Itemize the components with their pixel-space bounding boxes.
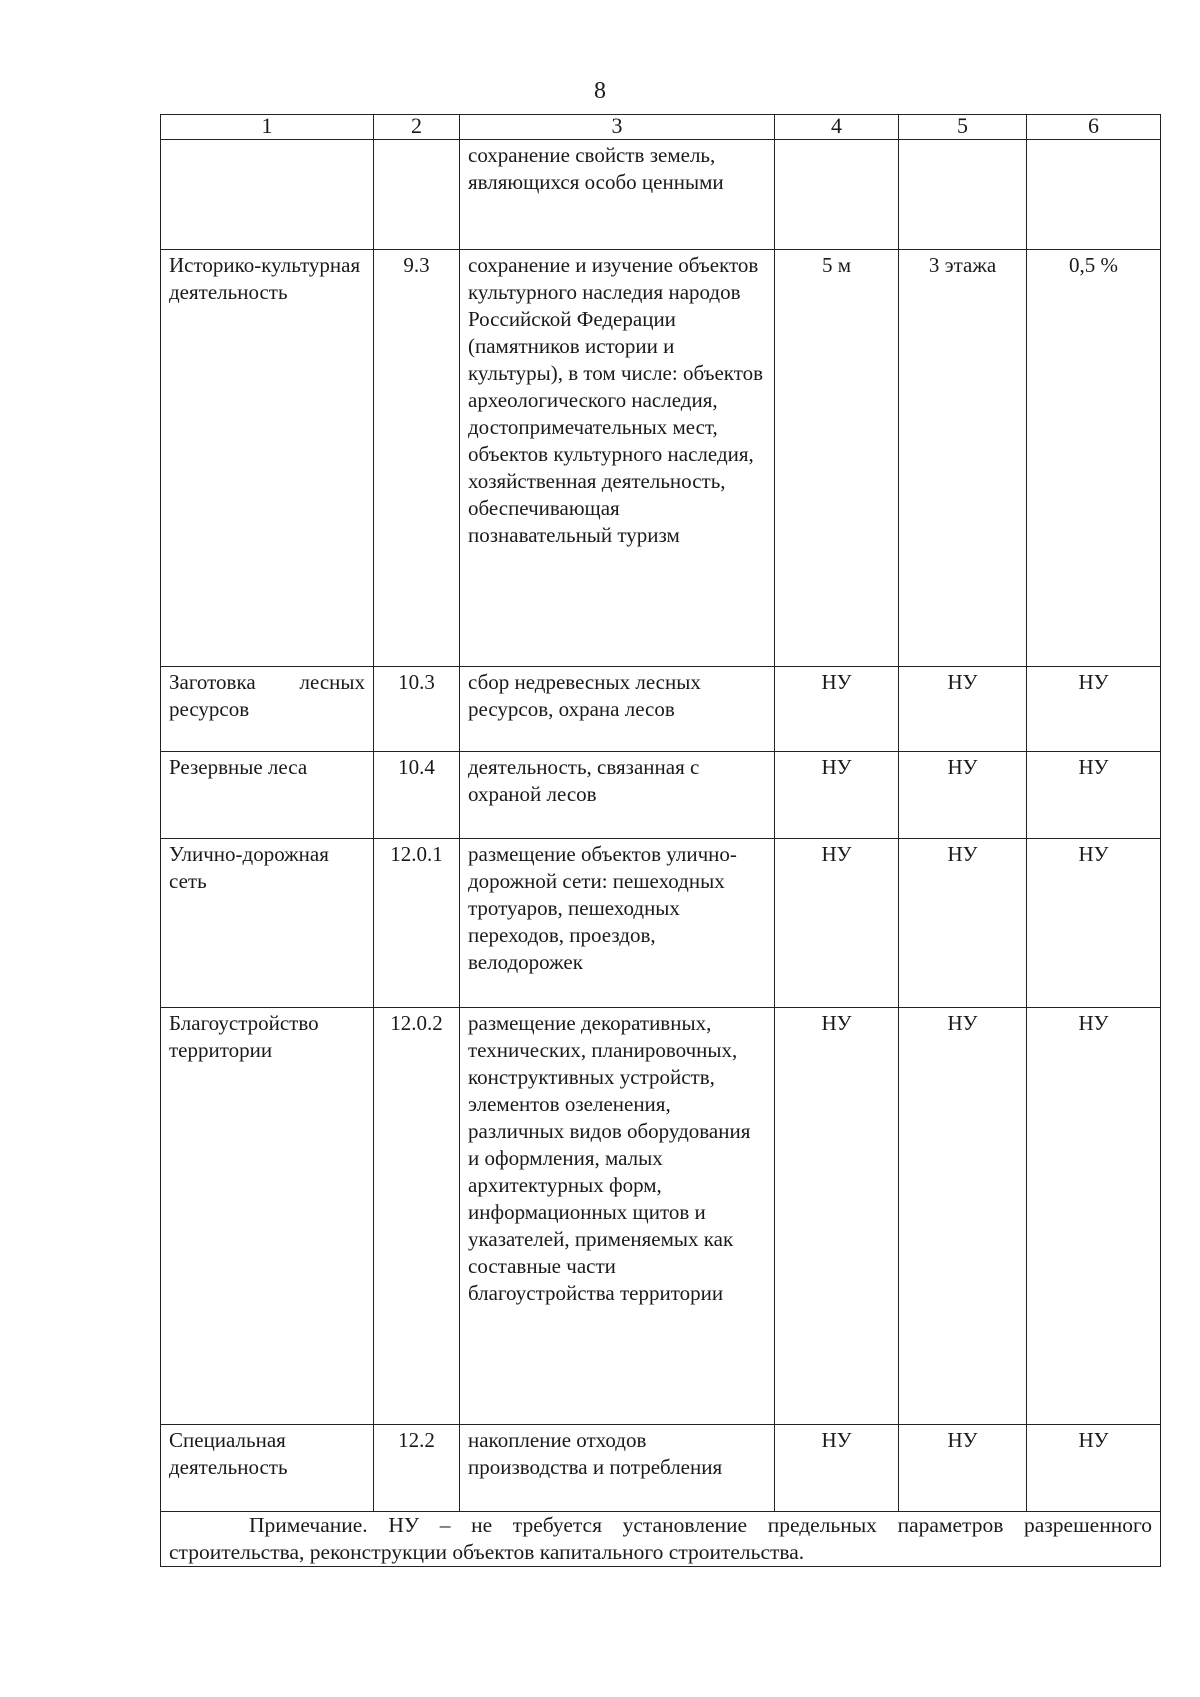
param-col-5: НУ <box>899 752 1027 839</box>
param-col-5: НУ <box>899 667 1027 752</box>
param-col-6: 0,5 % <box>1027 250 1161 667</box>
land-use-description: сбор недревесных лесных ресурсов, охрана лесов <box>460 667 775 752</box>
param-col-4: 5 м <box>775 250 899 667</box>
param-col-5: 3 этажа <box>899 250 1027 667</box>
table-note-row <box>161 1512 1161 1567</box>
regulations-table <box>160 114 1161 1567</box>
param-col-4: НУ <box>775 1008 899 1425</box>
header-col-5: 5 <box>899 115 1027 140</box>
land-use-description: деятельность, связанная с охраной лесов <box>460 752 775 839</box>
table-row <box>161 140 1161 250</box>
land-use-description: накопление отходов производства и потребления <box>460 1425 775 1512</box>
land-use-code: 12.0.1 <box>374 839 460 1008</box>
land-use-description: размещение декоративных, технических, планировочных, конструктивных устройств, элементов озеленения, различных видов оборудования и оформления, малых архитектурных форм, информационных щитов и указателей, применяемых как составные части благоустройства территории <box>460 1008 775 1425</box>
param-col-5: НУ <box>899 1425 1027 1512</box>
param-col-6: НУ <box>1027 752 1161 839</box>
table-header-row <box>161 115 1161 140</box>
param-col-6: НУ <box>1027 839 1161 1008</box>
land-use-name: Резервные леса <box>161 752 374 839</box>
land-use-description: сохранение и изучение объектов культурного наследия народов Российской Федерации (памятников истории и культуры), в том числе: объектов археологического наследия, достопримечательных мест, объектов культурного наследия, хозяйственная деятельность, обеспечивающая познавательный туризм <box>460 250 775 667</box>
param-col-5 <box>899 140 1027 250</box>
header-col-2: 2 <box>374 115 460 140</box>
land-use-code: 12.2 <box>374 1425 460 1512</box>
table-note-text: Примечание. НУ – не требуется установление предельных параметров разрешенного строительства, реконструкции объектов капитального строительства. <box>169 1513 1152 1564</box>
land-use-name: Заготовка лесных ресурсов <box>161 667 374 752</box>
param-col-6: НУ <box>1027 1008 1161 1425</box>
param-col-4: НУ <box>775 1425 899 1512</box>
table-row <box>161 250 1161 667</box>
land-use-description: сохранение свойств земель, являющихся особо ценными <box>460 140 775 250</box>
land-use-name <box>161 140 374 250</box>
land-use-code: 10.4 <box>374 752 460 839</box>
header-col-6: 6 <box>1027 115 1161 140</box>
land-use-name: Историко-культурная деятельность <box>161 250 374 667</box>
header-col-4: 4 <box>775 115 899 140</box>
param-col-4: НУ <box>775 752 899 839</box>
table-note <box>161 1512 1161 1567</box>
land-use-code <box>374 140 460 250</box>
table-row <box>161 667 1161 752</box>
table-row <box>161 839 1161 1008</box>
land-use-description: размещение объектов улично-дорожной сети: пешеходных тротуаров, пешеходных переходов, проездов, велодорожек <box>460 839 775 1008</box>
land-use-name: Благоустройство территории <box>161 1008 374 1425</box>
header-col-1: 1 <box>161 115 374 140</box>
land-use-name: Специальная деятельность <box>161 1425 374 1512</box>
param-col-4 <box>775 140 899 250</box>
land-use-code: 12.0.2 <box>374 1008 460 1425</box>
header-col-3: 3 <box>460 115 775 140</box>
land-use-code: 9.3 <box>374 250 460 667</box>
land-use-name: Улично-дорожная сеть <box>161 839 374 1008</box>
param-col-4: НУ <box>775 839 899 1008</box>
table-row <box>161 752 1161 839</box>
param-col-5: НУ <box>899 1008 1027 1425</box>
table-row <box>161 1008 1161 1425</box>
param-col-6: НУ <box>1027 667 1161 752</box>
param-col-4: НУ <box>775 667 899 752</box>
table-row <box>161 1425 1161 1512</box>
page-number: 8 <box>594 78 606 104</box>
param-col-6 <box>1027 140 1161 250</box>
param-col-6: НУ <box>1027 1425 1161 1512</box>
param-col-5: НУ <box>899 839 1027 1008</box>
land-use-code: 10.3 <box>374 667 460 752</box>
